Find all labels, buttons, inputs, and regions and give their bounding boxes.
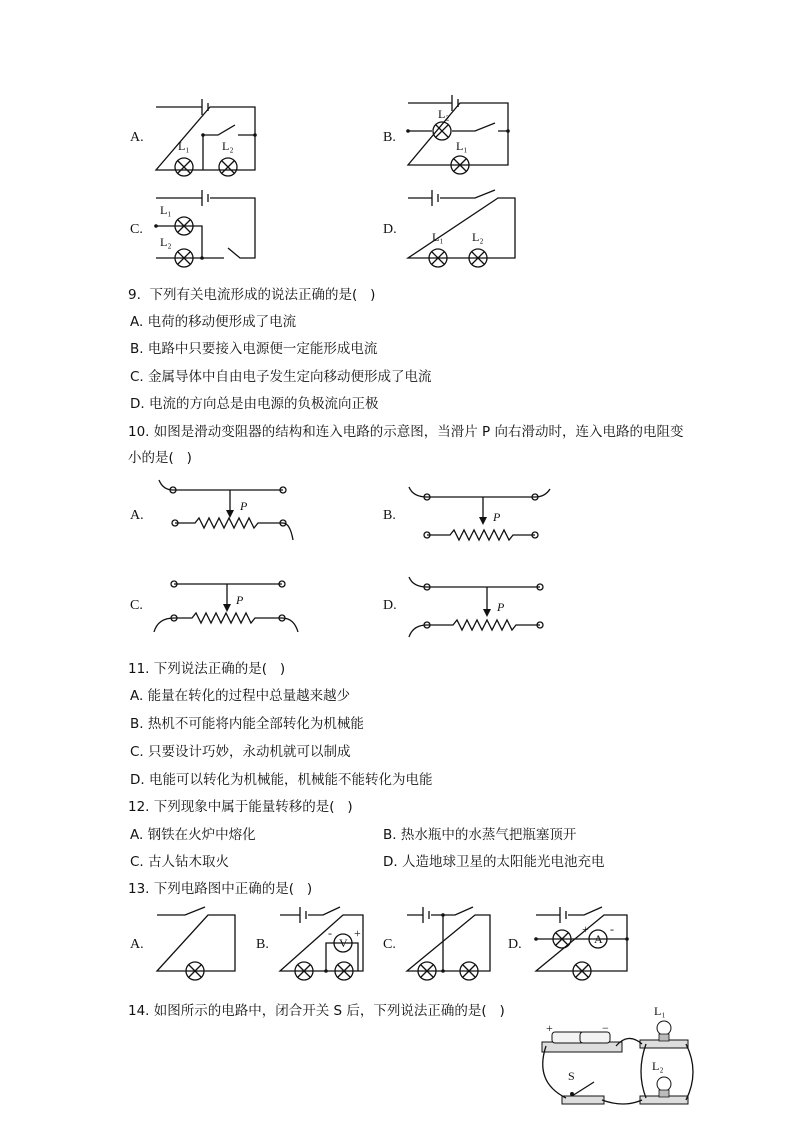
q9-choice-b[interactable]: B. 电路中只要接入电源便一定能形成电流 (130, 341, 378, 357)
q14-l2: L₂ (652, 1059, 664, 1073)
q9-choice-d[interactable]: D. 电流的方向总是由电源的负极流向正极 (130, 396, 379, 412)
q8-circuit-c (150, 190, 265, 275)
q8-circuit-a (150, 95, 265, 180)
q12-choice-d[interactable]: D. 人造地球卫星的太阳能光电池充电 (383, 854, 605, 870)
q13-circuit-d (532, 905, 632, 977)
q8d-l1: L₁ (432, 230, 444, 244)
q10b-p: P (493, 510, 501, 524)
q14-physical-circuit (528, 1002, 703, 1114)
q11-choice-a[interactable]: A. 能量在转化的过程中总量越来越少 (130, 688, 351, 704)
q14-s: S (568, 1069, 575, 1083)
q13-option-c-letter[interactable]: C. (383, 937, 396, 952)
q13d-minus: - (610, 922, 614, 936)
q8-circuit-d (400, 190, 520, 275)
q10-stem-line2: 小的是( ) (128, 450, 192, 466)
q13d-meter-a: A (594, 932, 603, 946)
q8-option-a-letter[interactable]: A. (130, 130, 144, 145)
q11-choice-c[interactable]: C. 只要设计巧妙，永动机就可以制成 (130, 744, 351, 760)
q13-stem: 13. 下列电路图中正确的是( ) (128, 881, 313, 897)
q14-minus: − (602, 1021, 609, 1035)
q11-choice-d[interactable]: D. 电能可以转化为机械能，机械能不能转化为电能 (130, 772, 433, 788)
q10-option-d-letter[interactable]: D. (383, 598, 397, 613)
q8b-l1: L₁ (456, 139, 468, 153)
q10c-p: P (236, 593, 244, 607)
q12-choice-b[interactable]: B. 热水瓶中的水蒸气把瓶塞顶开 (383, 827, 577, 843)
q10-rheostat-d (405, 575, 555, 643)
q10-option-b-letter[interactable]: B. (383, 508, 396, 523)
q8d-l2: L₂ (472, 230, 484, 244)
q10-option-a-letter[interactable]: A. (130, 508, 144, 523)
q14-l1: L₁ (654, 1004, 666, 1018)
q9-choice-a[interactable]: A. 电荷的移动便形成了电流 (130, 314, 297, 330)
q10-rheostat-c (152, 576, 302, 636)
q13-option-b-letter[interactable]: B. (256, 937, 269, 952)
q9-choice-c[interactable]: C. 金属导体中自由电子发生定向移动便形成了电流 (130, 369, 432, 385)
q10-stem-line1: 10. 如图是滑动变阻器的结构和连入电路的示意图，当滑片 P 向右滑动时，连入电路的电阻变 (128, 424, 684, 440)
q10-option-c-letter[interactable]: C. (130, 598, 143, 613)
q12-stem: 12. 下列现象中属于能量转移的是( ) (128, 799, 353, 815)
q11-stem: 11. 下列说法正确的是( ) (128, 661, 286, 677)
q8-option-b-letter[interactable]: B. (383, 130, 396, 145)
q14-plus: + (546, 1021, 553, 1035)
q11-choice-b[interactable]: B. 热机不可能将内能全部转化为机械能 (130, 716, 364, 732)
q13-circuit-a (155, 905, 240, 977)
q13b-meter-v: V (339, 936, 348, 950)
q13-circuit-b (278, 905, 368, 977)
q8a-l2: L₂ (222, 139, 234, 153)
q13b-minus: - (328, 926, 332, 940)
q8-option-d-letter[interactable]: D. (383, 222, 397, 237)
q10-rheostat-b (405, 485, 555, 550)
q8c-l2: L₂ (160, 235, 172, 249)
q8-circuit-b (400, 95, 515, 180)
q8a-l1: L₁ (178, 139, 190, 153)
q10-rheostat-a (155, 478, 300, 548)
q10d-p: P (497, 600, 505, 614)
q13-circuit-c (405, 905, 495, 977)
q10a-p: P (240, 499, 248, 513)
q8b-l2: L₂ (438, 107, 450, 121)
q14-stem: 14. 如图所示的电路中，闭合开关 S 后，下列说法正确的是( ) (128, 1003, 505, 1019)
q8-option-c-letter[interactable]: C. (130, 222, 143, 237)
q8c-l1: L₁ (160, 203, 172, 217)
q13b-plus: + (354, 926, 361, 940)
q13-option-d-letter[interactable]: D. (508, 937, 522, 952)
q9-stem: 9. 下列有关电流形成的说法正确的是( ) (128, 287, 376, 303)
q12-choice-a[interactable]: A. 钢铁在火炉中熔化 (130, 827, 256, 843)
q13-option-a-letter[interactable]: A. (130, 937, 144, 952)
q12-choice-c[interactable]: C. 古人钻木取火 (130, 854, 230, 870)
q13d-plus: + (582, 922, 589, 936)
